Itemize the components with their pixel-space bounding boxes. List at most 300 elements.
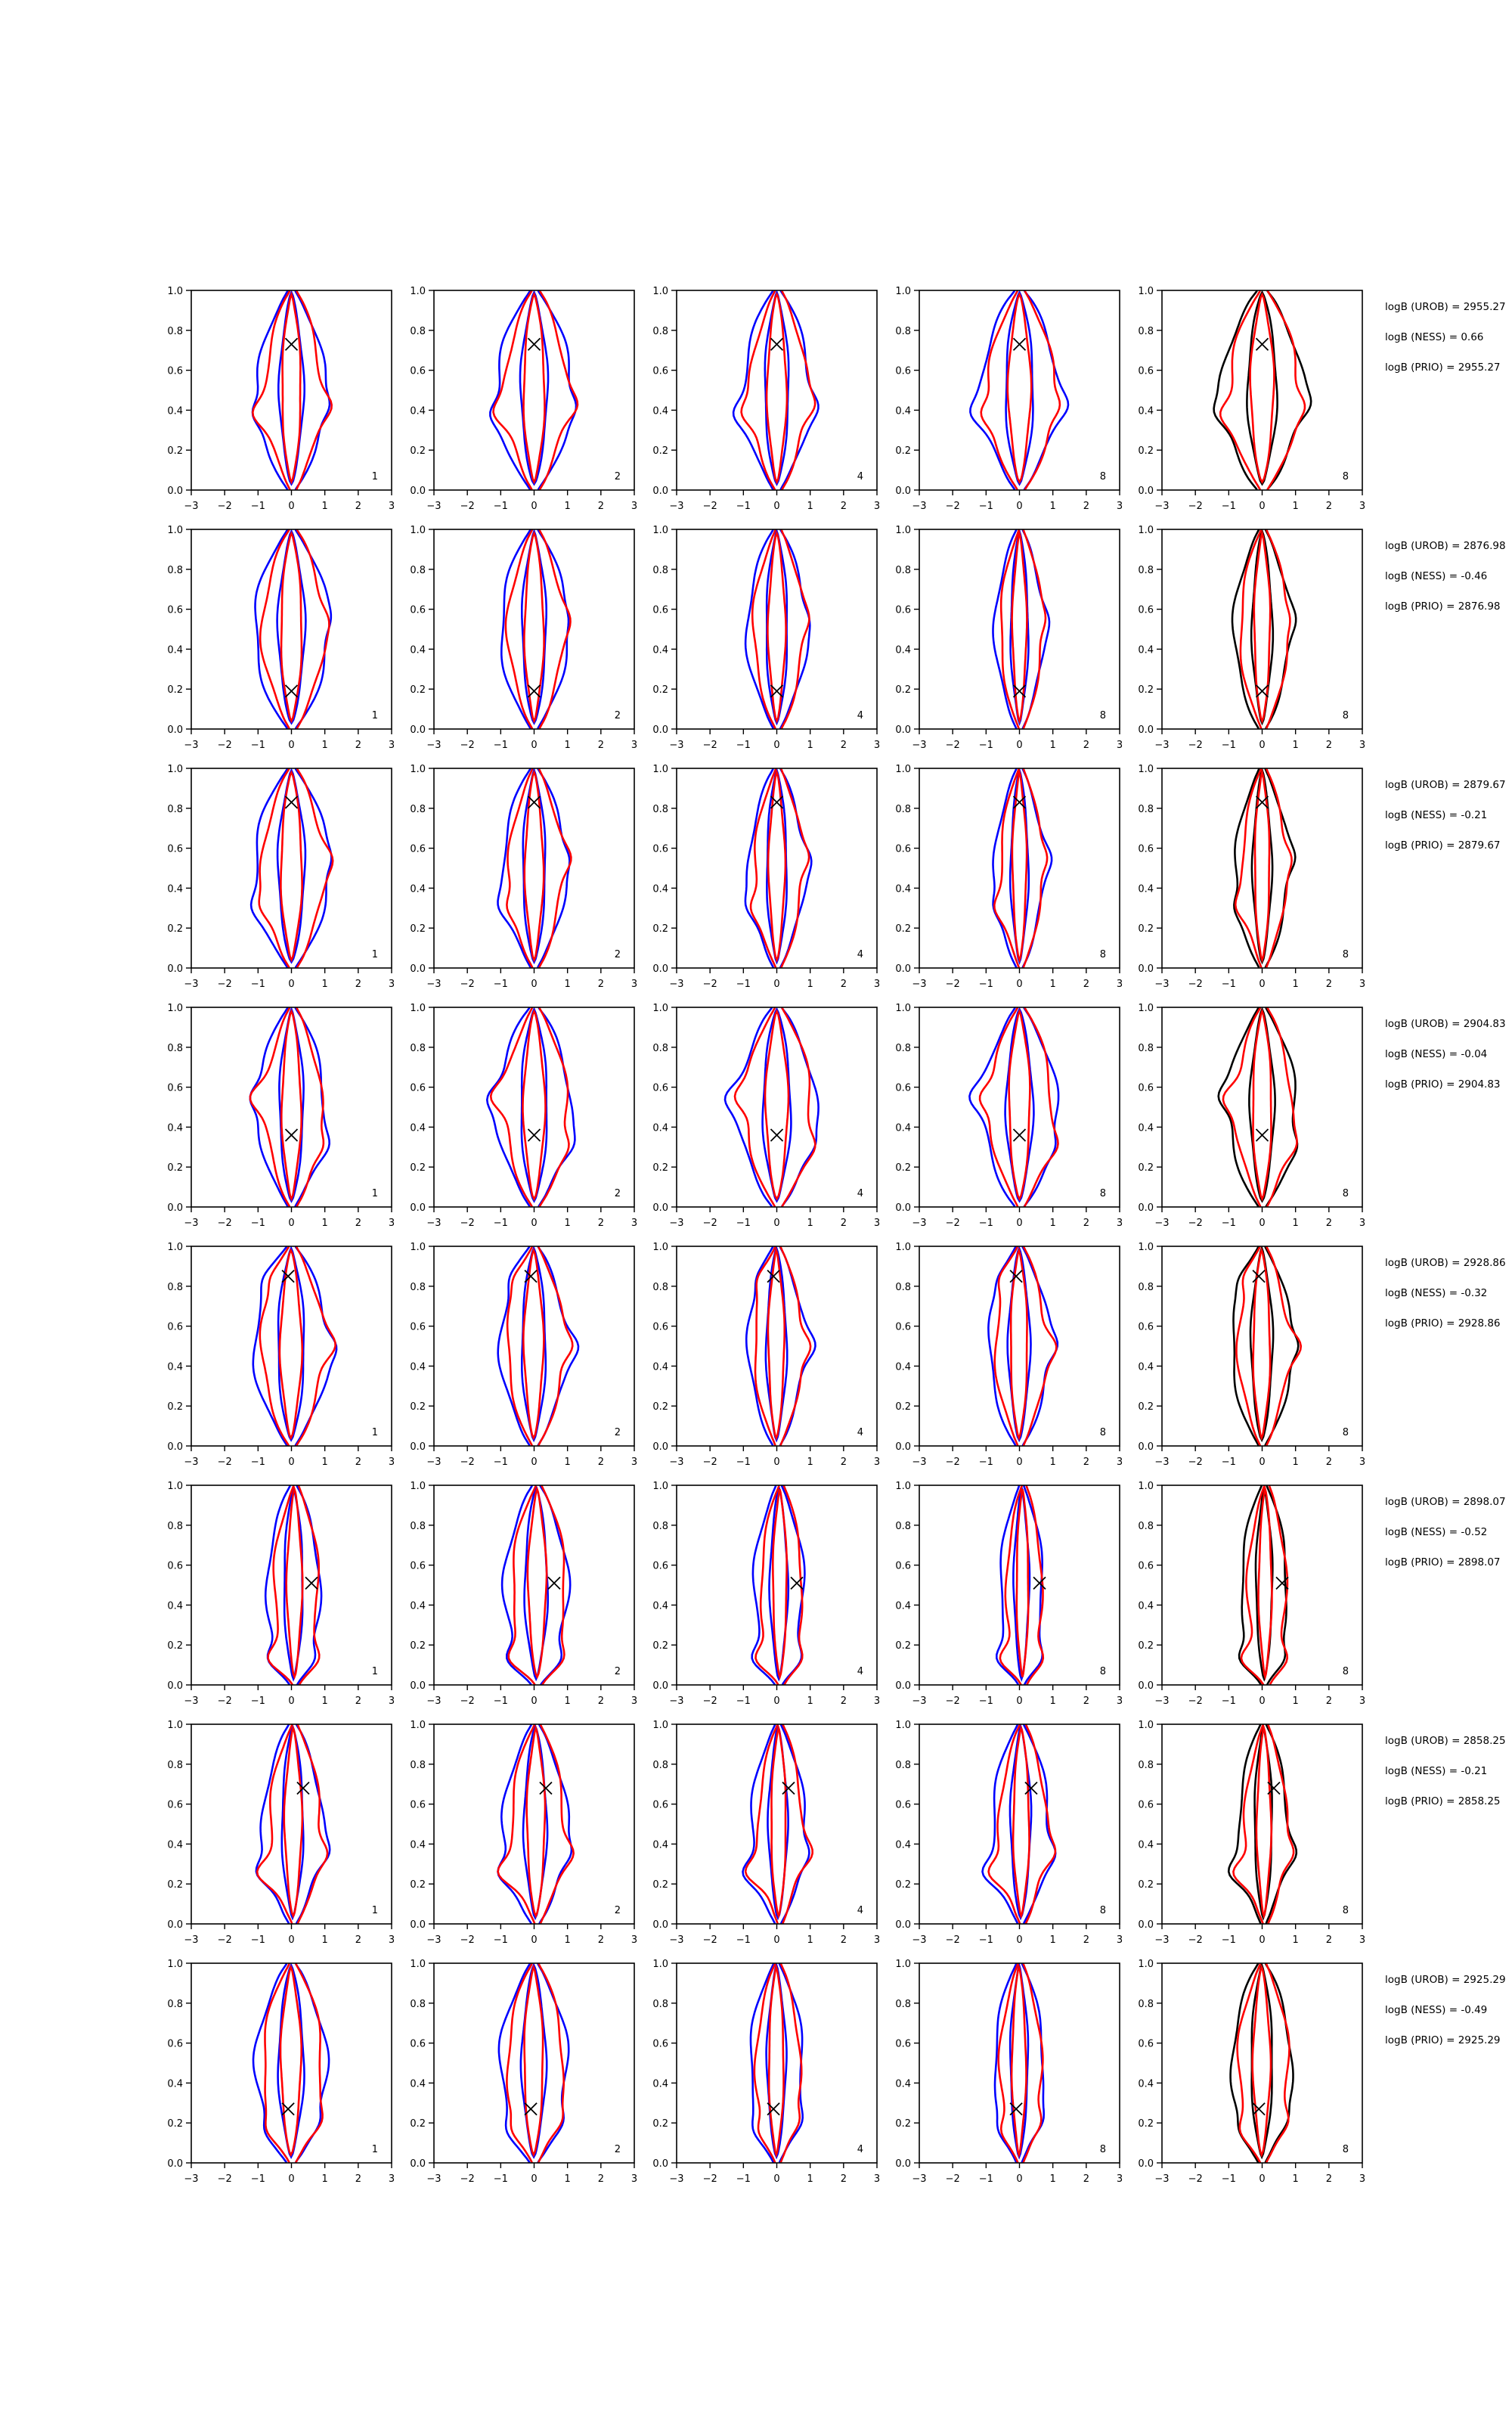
y-tick-label: 1.0 [1138,286,1154,297]
panel-r7-c2 [410,1714,637,1946]
x-tick-label: −1 [736,1696,751,1707]
panel-label: 1 [371,1427,378,1438]
panel-label: 1 [371,949,378,960]
x-tick-label: 2 [355,1218,361,1229]
panel-label: 4 [857,471,863,482]
y-tick-label: 1.0 [1138,1720,1154,1731]
x-tick-label: 0 [531,2173,538,2185]
y-tick-label: 1.0 [895,1720,911,1731]
y-tick-label: 0.2 [410,2118,426,2130]
panel-r3-c1 [167,759,395,990]
x-tick-label: 1 [1292,979,1299,990]
x-tick-label: 3 [873,2173,881,2185]
y-tick-label: 0.0 [1138,1680,1154,1692]
y-tick-label: 0.4 [895,405,911,417]
panel-r5-c2 [410,1236,637,1468]
x-tick-label: 0 [773,1934,780,1946]
x-tick-label: 1 [807,1457,813,1468]
x-tick-label: 1 [321,740,328,751]
marker-x [297,1782,309,1794]
contour-outer [751,1953,803,2173]
x-tick-label: −2 [1188,501,1203,512]
axes-frame [919,1007,1120,1207]
x-tick-label: −1 [493,740,508,751]
y-tick-label: 0.8 [1138,1759,1154,1771]
y-tick-label: 1.0 [167,1003,183,1014]
panel-label: 8 [1099,1666,1106,1677]
y-tick-label: 0.8 [410,564,426,576]
y-tick-label: 0.2 [895,923,911,935]
x-tick-label: −3 [669,979,684,990]
x-tick-label: −2 [945,1934,960,1946]
axes-frame [677,290,877,490]
x-tick-label: 2 [597,501,604,512]
panel-r1-c5 [1138,281,1365,512]
y-tick-label: 0.6 [167,2038,183,2050]
y-tick-label: 1.0 [167,1959,183,1970]
y-tick-label: 0.4 [167,883,183,895]
x-tick-label: 1 [807,1696,813,1707]
panel-r2-c3 [652,520,880,751]
contour-outer [745,520,810,739]
logb-annotation: logB (NESS) = -0.21 [1385,1765,1488,1777]
x-tick-label: 2 [597,1218,604,1229]
axes-frame [191,768,392,968]
panel-r6-c4 [895,1475,1123,1707]
y-tick-label: 0.2 [895,1640,911,1652]
x-tick-label: −3 [426,979,442,990]
x-tick-label: −3 [426,2173,442,2185]
x-tick-label: −1 [736,979,751,990]
panel-label: 8 [1099,471,1106,482]
y-tick-label: 0.4 [652,1122,668,1134]
marker-x [782,1782,795,1794]
x-tick-label: −3 [184,501,199,512]
x-tick-label: 3 [388,501,395,512]
panel-label: 4 [857,1427,863,1438]
axes-frame [434,1724,634,1924]
y-tick-label: 0.2 [1138,445,1154,458]
y-tick-label: 0.0 [652,963,668,975]
marker-x [1033,1577,1046,1589]
y-tick-label: 0.0 [652,1202,668,1214]
y-tick-label: 0.0 [895,724,911,736]
y-tick-label: 0.8 [1138,325,1154,337]
y-tick-label: 0.0 [895,1919,911,1931]
y-tick-label: 0.2 [410,1162,426,1174]
x-tick-label: −2 [1188,1696,1203,1707]
logb-annotation: logB (PRIO) = 2858.25 [1385,1795,1501,1807]
y-tick-label: 0.4 [895,1600,911,1612]
x-tick-label: 3 [1116,501,1123,512]
x-tick-label: −1 [1221,740,1236,751]
y-tick-label: 0.2 [895,684,911,697]
x-tick-label: 1 [321,501,328,512]
x-tick-label: −1 [978,501,993,512]
y-tick-label: 0.4 [410,2078,426,2090]
x-tick-label: −2 [945,1696,960,1707]
x-tick-label: 3 [1116,1696,1123,1707]
x-tick-label: 0 [1259,740,1266,751]
x-tick-label: 1 [1292,1934,1299,1946]
y-tick-label: 0.0 [1138,1441,1154,1453]
y-tick-label: 1.0 [1138,1481,1154,1492]
contour-inner [522,1010,547,1202]
marker-x [548,1577,560,1589]
panel-r8-c4 [895,1953,1123,2185]
x-tick-label: 0 [288,1218,295,1229]
y-tick-label: 0.0 [167,486,183,497]
x-tick-label: 3 [1359,1934,1366,1946]
x-tick-label: 0 [1259,1696,1266,1707]
contour-inner [1252,1965,1272,2158]
x-tick-label: 3 [1116,740,1123,751]
x-tick-label: 3 [1116,2173,1123,2185]
panel-r8-c2 [410,1953,637,2185]
logb-annotation: logB (UROB) = 2898.07 [1385,1496,1506,1508]
x-tick-label: −3 [426,740,442,751]
x-tick-label: 3 [1359,979,1366,990]
x-tick-label: −3 [1154,979,1170,990]
y-tick-label: 0.8 [895,1520,911,1532]
logb-annotation: logB (PRIO) = 2879.67 [1385,839,1501,852]
y-tick-label: 1.0 [167,286,183,297]
x-tick-label: −1 [493,979,508,990]
y-tick-label: 0.2 [410,1879,426,1891]
axes-frame [1162,768,1362,968]
x-tick-label: 0 [1016,740,1023,751]
contour-red-inner [769,1967,783,2155]
x-tick-label: 2 [597,2173,604,2185]
x-tick-label: −2 [1188,1218,1203,1229]
panel-r2-c2 [410,520,637,751]
axes-frame [919,1963,1120,2163]
x-tick-label: −3 [184,979,199,990]
y-tick-label: 0.4 [1138,1839,1154,1851]
y-tick-label: 0.6 [410,2038,426,2050]
y-tick-label: 1.0 [1138,1959,1154,1970]
x-tick-label: −2 [217,1696,232,1707]
x-tick-label: 1 [1049,1934,1056,1946]
panel-r4-c1 [167,997,395,1229]
y-tick-label: 0.6 [895,365,911,377]
x-tick-label: 2 [597,979,604,990]
panel-label: 8 [1342,949,1349,960]
logb-annotation: logB (UROB) = 2928.86 [1385,1257,1506,1269]
x-tick-label: −3 [184,1934,199,1946]
axes-frame [677,768,877,968]
y-tick-label: 0.6 [167,843,183,855]
y-tick-label: 0.0 [410,963,426,975]
y-tick-label: 1.0 [895,1959,911,1970]
x-tick-label: 1 [1049,1457,1056,1468]
y-tick-label: 0.4 [652,405,668,417]
y-tick-label: 0.6 [1138,1560,1154,1572]
x-tick-label: 1 [1292,740,1299,751]
contour-outer [498,1714,572,1934]
x-tick-label: −1 [250,501,265,512]
y-tick-label: 0.0 [652,1919,668,1931]
contour-outer [499,1953,569,2173]
y-tick-label: 0.2 [167,684,183,697]
y-tick-label: 0.4 [410,883,426,895]
y-tick-label: 0.8 [1138,803,1154,815]
contour-outer [490,281,576,500]
y-tick-label: 0.0 [895,1202,911,1214]
y-tick-label: 0.8 [1138,1042,1154,1054]
x-tick-label: −3 [669,501,684,512]
panel-label: 8 [1342,1666,1349,1677]
y-tick-label: 0.4 [652,2078,668,2090]
x-tick-label: 0 [1259,2173,1266,2185]
panel-label: 4 [857,949,863,960]
y-tick-label: 0.4 [167,405,183,417]
y-tick-label: 0.8 [652,1759,668,1771]
y-tick-label: 0.2 [652,445,668,458]
logb-annotation: logB (PRIO) = 2876.98 [1385,600,1501,613]
x-tick-label: 0 [531,1696,538,1707]
axes-frame [434,1485,634,1685]
y-tick-label: 1.0 [652,1003,668,1014]
panel-label: 2 [614,1905,621,1916]
panel-label: 8 [1342,471,1349,482]
y-tick-label: 0.6 [410,365,426,377]
y-tick-label: 0.0 [167,1441,183,1453]
y-tick-label: 0.2 [410,684,426,697]
x-tick-label: −1 [978,1696,993,1707]
x-tick-label: 3 [873,1934,881,1946]
x-tick-label: −1 [1221,2173,1236,2185]
x-tick-label: 2 [1325,1457,1332,1468]
x-tick-label: 2 [355,501,361,512]
y-tick-label: 0.2 [167,445,183,458]
x-tick-label: 2 [840,501,847,512]
panel-label: 8 [1342,2144,1349,2155]
y-tick-label: 1.0 [410,1959,426,1970]
y-tick-label: 0.6 [652,1799,668,1811]
y-tick-label: 1.0 [652,1242,668,1253]
contour-outer [995,1953,1044,2173]
y-tick-label: 0.4 [652,1839,668,1851]
y-tick-label: 0.0 [895,2158,911,2170]
x-tick-label: −1 [978,1934,993,1946]
panel-r8-c3 [652,1953,880,2185]
x-tick-label: 1 [564,1934,571,1946]
y-tick-label: 0.2 [652,1401,668,1413]
x-tick-label: 3 [1116,1457,1123,1468]
x-tick-label: −2 [460,2173,475,2185]
marker-x [1014,1129,1026,1141]
x-tick-label: −2 [945,1218,960,1229]
axes-frame [434,290,634,490]
x-tick-label: 3 [388,1457,395,1468]
x-tick-label: 2 [840,979,847,990]
y-tick-label: 1.0 [652,286,668,297]
y-tick-label: 0.0 [1138,486,1154,497]
x-tick-label: −3 [426,501,442,512]
x-tick-label: 1 [1292,1218,1299,1229]
y-tick-label: 0.2 [1138,1640,1154,1652]
contour-red-outer [1233,1714,1294,1934]
x-tick-label: 2 [355,1696,361,1707]
logb-annotation: logB (PRIO) = 2904.83 [1385,1078,1501,1091]
x-tick-label: −2 [702,1218,717,1229]
y-tick-label: 0.6 [1138,2038,1154,2050]
axes-frame [677,1724,877,1924]
axes-frame [1162,1246,1362,1446]
y-tick-label: 0.4 [1138,405,1154,417]
y-tick-label: 0.6 [167,1799,183,1811]
y-tick-label: 0.2 [652,684,668,697]
x-tick-label: 2 [1083,740,1089,751]
marker-x [286,685,298,697]
x-tick-label: −2 [945,1457,960,1468]
panel-r5-c3 [652,1236,880,1468]
y-tick-label: 0.8 [652,564,668,576]
x-tick-label: −1 [250,1696,265,1707]
y-tick-label: 0.4 [895,1122,911,1134]
y-tick-label: 0.0 [1138,2158,1154,2170]
contour-red-inner [1255,772,1269,960]
y-tick-label: 0.2 [652,923,668,935]
logb-annotation: logB (UROB) = 2904.83 [1385,1018,1506,1030]
x-tick-label: −3 [426,1934,442,1946]
logb-annotation: logB (PRIO) = 2925.29 [1385,2034,1501,2046]
y-tick-label: 0.0 [167,1202,183,1214]
x-tick-label: −1 [1221,979,1236,990]
panel-r2-c5 [1138,520,1365,751]
y-tick-label: 0.8 [410,1998,426,2010]
panel-label: 8 [1099,710,1106,721]
x-tick-label: 0 [288,2173,295,2185]
x-tick-label: 1 [321,1457,328,1468]
contour-outer [1231,1953,1294,2173]
x-tick-label: 3 [1359,1457,1366,1468]
panel-r7-c5 [1138,1714,1365,1946]
y-tick-label: 0.0 [652,1680,668,1692]
x-tick-label: −2 [702,1457,717,1468]
logb-annotation: logB (UROB) = 2925.29 [1385,1974,1506,1986]
y-tick-label: 0.0 [167,963,183,975]
y-tick-label: 0.8 [895,564,911,576]
x-tick-label: 3 [388,2173,395,2185]
y-tick-label: 0.0 [895,486,911,497]
x-tick-label: 0 [773,740,780,751]
marker-x [1256,338,1269,350]
y-tick-label: 0.0 [410,724,426,736]
x-tick-label: 2 [355,1457,361,1468]
y-tick-label: 1.0 [410,1720,426,1731]
y-tick-label: 1.0 [895,1003,911,1014]
x-tick-label: −2 [460,1934,475,1946]
marker-x [286,796,298,808]
axes-frame [919,1724,1120,1924]
contour-red-outer [1223,997,1297,1217]
y-tick-label: 0.2 [167,1640,183,1652]
y-tick-label: 0.6 [895,1560,911,1572]
y-tick-label: 0.2 [1138,1879,1154,1891]
x-tick-label: 2 [1083,501,1089,512]
y-tick-label: 0.8 [895,1281,911,1293]
panel-r6-c1 [167,1475,395,1707]
panel-label: 4 [857,710,863,721]
y-tick-label: 0.4 [410,1361,426,1373]
x-tick-label: 0 [773,501,780,512]
y-tick-label: 0.6 [410,843,426,855]
x-tick-label: −1 [736,501,751,512]
axes-frame [677,1007,877,1207]
y-tick-label: 0.8 [1138,1998,1154,2010]
x-tick-label: −2 [945,2173,960,2185]
x-tick-label: 2 [840,2173,847,2185]
y-tick-label: 1.0 [167,525,183,536]
x-tick-label: 0 [531,1934,538,1946]
x-tick-label: 2 [355,1934,361,1946]
marker-x [771,1129,783,1141]
y-tick-label: 0.8 [167,1759,183,1771]
panel-r6-c5 [1138,1475,1365,1707]
x-tick-label: −3 [1154,1218,1170,1229]
x-tick-label: 1 [1292,1696,1299,1707]
y-tick-label: 0.6 [652,365,668,377]
x-tick-label: −3 [184,1696,199,1707]
x-tick-label: 3 [388,1934,395,1946]
x-tick-label: −3 [184,1457,199,1468]
panel-r1-c4 [895,281,1123,512]
panel-r4-c2 [410,997,637,1229]
x-tick-label: 3 [1359,2173,1366,2185]
axes-frame [191,529,392,729]
x-tick-label: −3 [1154,1457,1170,1468]
axes-frame [919,1246,1120,1446]
y-tick-label: 0.6 [652,2038,668,2050]
y-tick-label: 0.6 [410,1799,426,1811]
x-tick-label: 3 [873,1457,881,1468]
axes-frame [677,1246,877,1446]
panel-label: 4 [857,1666,863,1677]
x-tick-label: 2 [1083,1696,1089,1707]
y-tick-label: 1.0 [895,1481,911,1492]
x-tick-label: 3 [388,740,395,751]
x-tick-label: −1 [978,1218,993,1229]
y-tick-label: 0.4 [1138,883,1154,895]
y-tick-label: 0.6 [167,1082,183,1094]
x-tick-label: −2 [1188,1934,1203,1946]
contour-outer [733,281,818,500]
y-tick-label: 0.4 [410,1600,426,1612]
y-tick-label: 0.6 [652,604,668,616]
y-tick-label: 0.6 [895,1082,911,1094]
x-tick-label: −2 [217,501,232,512]
y-tick-label: 0.0 [167,1919,183,1931]
y-tick-label: 1.0 [1138,764,1154,775]
contour-inner [767,532,787,724]
y-tick-label: 1.0 [410,1242,426,1253]
y-tick-label: 0.4 [1138,1600,1154,1612]
y-tick-label: 1.0 [895,764,911,775]
x-tick-label: −2 [1188,979,1203,990]
y-tick-label: 0.6 [410,1560,426,1572]
y-tick-label: 0.4 [1138,2078,1154,2090]
y-tick-label: 1.0 [410,525,426,536]
y-tick-label: 0.4 [895,644,911,656]
y-tick-label: 0.6 [1138,365,1154,377]
y-tick-label: 1.0 [167,1720,183,1731]
contour-inner [765,293,789,484]
y-tick-label: 0.0 [410,1202,426,1214]
x-tick-label: −2 [702,1696,717,1707]
panel-label: 8 [1099,949,1106,960]
